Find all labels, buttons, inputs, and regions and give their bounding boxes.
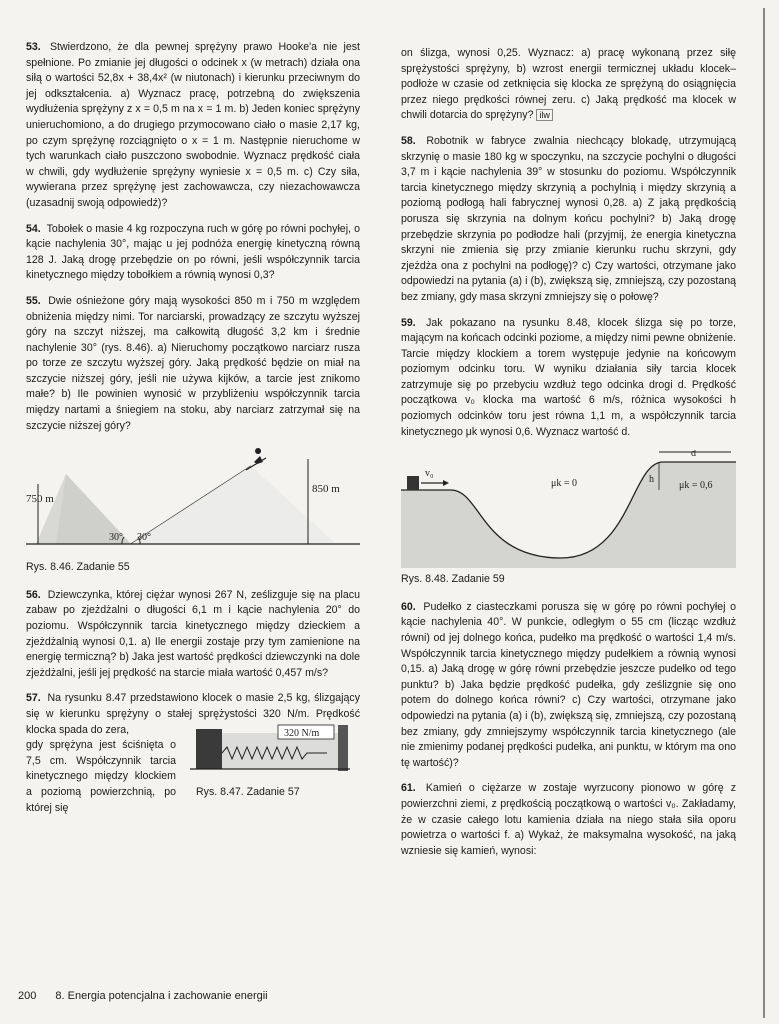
skier-icon [254,448,263,464]
figure-8-47 [190,723,360,798]
problem-text: Jak pokazano na rysunku 8.48, klocek ślizga się po torze, mającym na końcach odcinki poziome, a między nimi pewne obniżenie. Tarcie między klockiem a torem występuje jedynie na końcowym poziomym odcinku toru. W wyniku działania siły tarcia klocek zatrzymuje się po przebyciu wzdłuż tego odcinka drogi d. Prędkość początkowa v₀ klocka ma wartość 6 m/s, różnica wysokości h poziomych odcinków toru jest równa 1,1 m, a współczynnik tarcia kinetycznego μk wynosi 0,6. Wyznacz wartość d. [401,316,736,438]
problem-57-continued [401,46,736,124]
problem-number: 54. [26,222,41,235]
right-mountain [131,466,336,544]
v0-label: v₀ [425,468,434,480]
d-label: d [691,450,696,460]
right-height-label: 850 m [312,483,340,496]
problem-number: 55. [26,294,41,307]
figure-caption: Rys. 8.46. Zadanie 55 [26,561,130,574]
problem-55 [26,294,360,434]
figure-8-48 [401,450,736,568]
problem-60 [401,600,736,772]
mountain-diagram [26,444,360,556]
problem-53 [26,40,360,212]
problem-57 [26,691,360,816]
mu-zero-label: μk = 0 [551,478,578,490]
page-number: 200 [18,990,37,1002]
ilw-tag: ilw [536,109,553,121]
problem-54 [26,222,360,284]
left-column [26,40,360,826]
left-height-label: 750 m [26,493,54,506]
problem-text: Pudełko z ciasteczkami porusza się w górę po równi pochyłej o kącie nachylenia 40°. W punkcie, odległym o 55 cm (licząc wzdłuż równi) od jej dolnego końca, pudełko ma prędkość o wartości 1,4 m/s. Współczynnik tarcia kinetycznego między pudełkiem a równią wynosi 0,15. a) Jaką drogę w górę równi przebędzie jeszcze pudełko od tego punktu? b) Jaka będzie prędkość pudełka, gdy ześlizgnie się ono potem do dolnego końca równi? c) Czy wartości, otrzymane jako odpowiedzi na pytania (a) i (b), zwiększą się, zmniejszą, czy pozostaną bez zmiany, gdy zmniejszymy współczynnik tarcia kinetycznego (ale nie zmienimy podanej prędkości pudełka, ani punktu, w którym ma ono tę wartość)? [401,600,736,769]
chapter-title: 8. Energia potencjalna i zachowanie energii [55,990,268,1002]
spring-block-diagram [190,723,360,777]
problem-text: Tobołek o masie 4 kg rozpoczyna ruch w górę po równi pochyłej, o kącie nachylenia 30°, mając u jej podnóża energię kinetyczną równą 128 J. Jaką drogę przebędzie on po równi, jeśli współczynnik tarcia kinetycznego między tobołkiem a równią wynosi 0,3? [26,222,360,282]
problem-56 [26,588,360,682]
figure-caption: Rys. 8.47. Zadanie 57 [196,786,300,798]
mu-friction-label: μk = 0,6 [679,480,713,492]
page-edge-shadow [763,8,765,1018]
problem-text: on ślizga, wynosi 0,25. Wyznacz: a) pracę wykonaną przez siłę sprężystości sprężyny, b) wzrost energii termicznej układu klocek–podłoże w czasie od zetknięcia się klocka ze sprężyną do osiągnięcia przez niego prędkości równej zeru. c) Jaką prędkość ma klocek w chwili dotarcia do sprężyny? [401,47,736,122]
problem-61 [401,781,736,859]
block [196,729,222,769]
skis-icon [246,458,266,470]
problem-number: 53. [26,41,41,53]
problem-57-narrow-text: gdy sprężyna jest ściśnięta o 7,5 cm. Współczynnik tarcia kinetycznego między klockiem a poziomą powierzchnią, po której się [26,739,176,814]
problem-text: Dziewczynka, której ciężar wynosi 267 N, ześlizguje się na placu zabaw po zjeżdżalni o długości 6,1 m i kącie nachylenia 20° do poziomu. Współczynnik tarcia kinetycznego między dzieckiem a zjeżdżalnią wynosi 0,1. a) Ile energii zostaje przy tym zamienione na energię termiczną? b) Jaka jest wartość prędkości dziewczynki na dole zjeżdżalni, jeśli jej prędkość na starcie miała wartość 0,457 m/s? [26,588,360,679]
left-angle-label: 30° [109,532,123,544]
problem-number: 56. [26,588,41,601]
figure-8-46 [26,444,360,556]
problem-text: Stwierdzono, że dla pewnej sprężyny prawo Hooke'a nie jest spełnione. Po zmianie jej długości o odcinek x (w metrach) działa ona siłą o wartości 52,8x + 38,4x² (w niutonach) i kierunku przeciwnym do jej odkształcenia. a) Wyznacz pracę, potrzebną do zwiększenia wydłużenia sprężyny z x = 0,5 m na x = 1 m. b) Jeden koniec sprężyny unieruchomiono, a do drugiego przymocowano ciało o masie 2,17 kg, po czym sprężynę rozciągnięto o x = 1 m. Następnie nieruchome w tych warunkach ciało puszczono swobodnie. Wyznacz prędkość ciała w chwili, gdy wydłużenie sprężyny wyniesie x = 0,5 m. c) Czy siła, wywierana przez sprężynę jest zachowawcza, czy niezachowawcza (uzasadnij swoją odpowiedź)? [26,41,360,209]
problem-number: 59. [401,316,416,329]
problem-text: Na rysunku 8.47 przedstawiono klocek o masie 2,5 kg, ślizgający się w kierunku sprężyny o stałej sprężystości 320 N/m. Prędkość klocka spada do zera, [26,692,360,736]
figure-caption: Rys. 8.48. Zadanie 59 [401,573,505,586]
right-angle-label: 30° [137,532,151,544]
h-label: h [649,474,654,486]
velocity-arrowhead [443,480,449,486]
track-diagram [401,450,736,568]
problem-number: 61. [401,782,416,795]
spring-constant-label: 320 N/m [284,728,320,740]
problem-text: Kamień o ciężarze w zostaje wyrzucony pionowo w górę z powierzchni ziemi, z prędkością początkową o wartości v₀. Zakładamy, że w czasie całego lotu kamienia działa na niego stała siła oporu powietrza o wartości f. a) Wykaż, że maksymalna wysokość, na jaką wzniesie się kamień, wynosi: [401,782,736,857]
problem-text: Dwie ośnieżone góry mają wysokości 850 m i 750 m względem obniżenia między nimi. Tor narciarski, prowadzący ze szczytu wyższej góry na szczyt niższej, ma całkowitą długość 3,2 km i średnie nachylenie 30° (rys. 8.46). a) Nieruchomy początkowo narciarz rusza po torze ze szczytu wyższej góry. Jaką prędkość będzie on miał na szczycie niższej góry, jeśli nie używa kijków, a tarcie jest znikomo małe? b) Ile powinien wynosić w przybliżeniu współczynnik tarcia między nartami a śniegiem na stoku, aby narciarz zatrzymał się na szczycie niższej góry? [26,294,360,432]
right-column [401,46,736,869]
page-footer [18,990,268,1002]
problem-number: 57. [26,692,41,705]
block [407,476,419,490]
problem-number: 58. [401,134,416,147]
problem-text: Robotnik w fabryce zwalnia niechcący blokadę, utrzymującą skrzynię o masie 180 kg w spoczynku, na szczycie pochylni o długości 3,7 m i kącie nachylenia 39° w stosunku do poziomu. Współczynnik tarcia kinetycznego między skrzynią a pochylnią i między skrzynią a poziomą podłogą hali fabrycznej wynosi 0,28. a) Z jaką prędkością porusza się skrzynia na dolnym końcu pochylni? b) Jaką drogę przebędzie skrzynia po podłodze hali (przyjmij, że energia kinetyczna skrzyni nie zmienia się przy zmianie kierunku ruchu skrzyni, gdy zjeżdża ona z pochylni na podłogę)? c) Czy wartości, otrzymane jako odpowiedzi na pytania (a) i (b), zwiększą się, zmniejszą, czy pozostaną bez zmiany, gdy masa skrzyni zmniejszy się o połowę? [401,134,736,303]
problem-58 [401,134,736,306]
problem-59 [401,316,736,441]
wall [338,725,348,771]
problem-number: 60. [401,600,416,613]
